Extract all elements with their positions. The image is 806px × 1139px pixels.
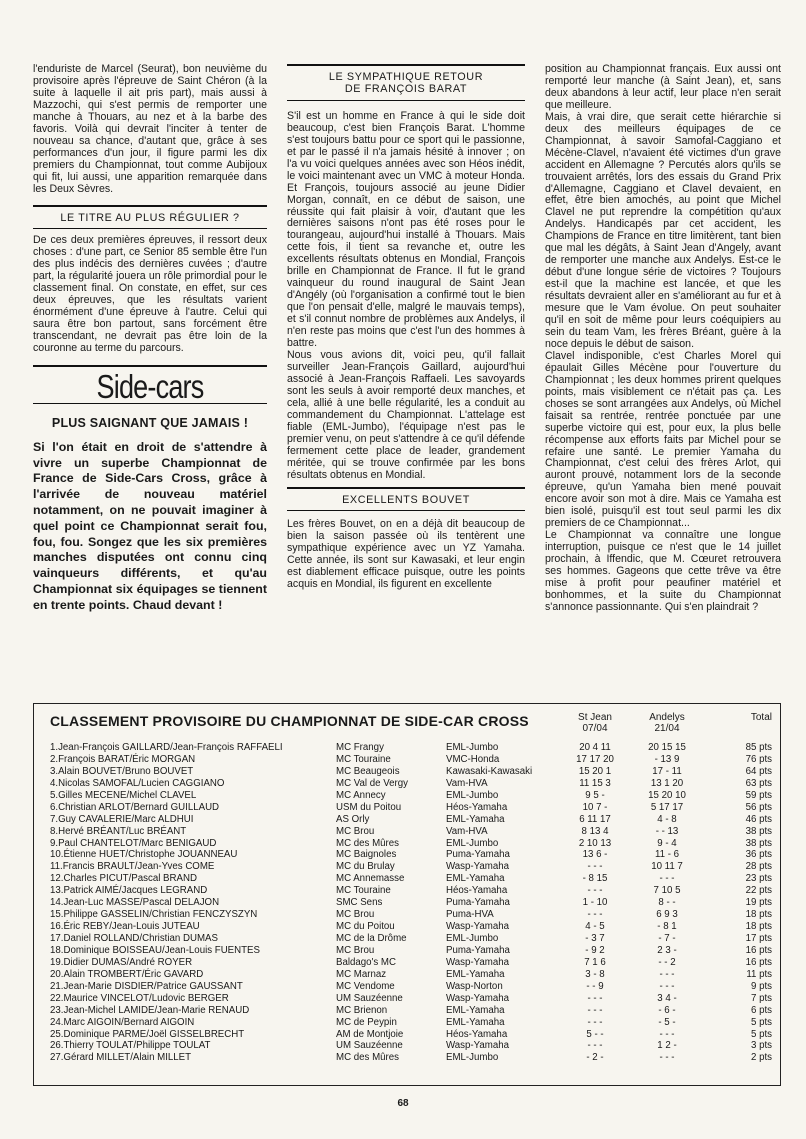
rider-names: 9.Paul CHANTELOT/Marc BENIGAUD — [50, 837, 217, 849]
andelys-results: 5 17 17 — [650, 801, 684, 813]
divider — [33, 365, 267, 367]
machine: EML-Jumbo — [446, 837, 499, 849]
section-title-bouvet: EXCELLENTS BOUVET — [342, 494, 470, 507]
rider-names: 14.Jean-Luc MASSE/Pascal DELAJON — [50, 897, 220, 909]
machine: Wasp-Yamaha — [446, 992, 509, 1004]
total-points: 23 pts — [745, 873, 772, 885]
machine: Wasp-Norton — [446, 980, 503, 992]
table-row — [34, 778, 780, 790]
andelys-results: 10 11 7 — [651, 861, 683, 873]
table-rows — [34, 742, 780, 1064]
rider-names: 19.Didier DUMAS/André ROYER — [50, 956, 193, 968]
andelys-results: 2 3 - — [657, 944, 677, 956]
table-row — [34, 909, 780, 921]
andelys-results: 20 15 15 — [648, 742, 686, 753]
club-name: MC Brienon — [336, 1004, 388, 1016]
rider-names: 4.Nicolas SAMOFAL/Lucien CAGGIANO — [50, 777, 225, 789]
st-jean-results: 2 10 13 — [578, 837, 612, 849]
rider-names: 7.Guy CAVALERIE/Marc ALDHUI — [50, 813, 194, 825]
col1-intro-text: l'enduriste de Marcel (Seurat), bon neuvième du provisoire après l'épreuve de Saint Chéron (à la suite à laquelle il ait pris part), mais aussi à Mazzochi, qui s'est permis de remporter une manche à Thouars, au nez et à la barbe des favoris. Voilà qui devrait l'inciter à tenter de nouveau sa chance, d'autant que, grâce à ses performances d'un jour, il figure parmi les dix premiers du Championnat, tout comme Aubijoux qui fit, lui aussi, une apparition remarquée dans les Deux Sèvres. — [33, 63, 267, 195]
total-points: 6 pts — [750, 1004, 772, 1016]
club-name: MC Beaugeois — [336, 765, 400, 777]
rider-names: 27.Gérard MILLET/Alain MILLET — [50, 1052, 192, 1064]
rider-names: 13.Patrick AIMÉ/Jacques LEGRAND — [50, 885, 208, 897]
article-heading: PLUS SAIGNANT QUE JAMAIS ! — [51, 415, 249, 430]
table-row — [34, 861, 780, 873]
table-row — [34, 993, 780, 1005]
machine: EML-Jumbo — [446, 789, 499, 801]
andelys-results: 11 - 6 — [654, 849, 680, 861]
column-3 — [545, 64, 781, 614]
st-jean-results: 8 13 4 — [581, 825, 609, 837]
rider-names: 6.Christian ARLOT/Bernard GUILLAUD — [50, 801, 220, 813]
table-row — [34, 838, 780, 850]
andelys-results: 1 2 - — [657, 1040, 677, 1052]
club-name: MC Brou — [336, 944, 375, 956]
machine: EML-Yamaha — [446, 1004, 505, 1016]
table-row — [34, 957, 780, 969]
rider-names: 1.Jean-François GAILLARD/Jean-François RAFFAELI — [50, 742, 283, 753]
total-points: 19 pts — [745, 897, 772, 909]
rider-names: 17.Daniel ROLLAND/Christian DUMAS — [50, 933, 218, 944]
total-points: 46 pts — [745, 813, 772, 825]
machine: EML-Jumbo — [446, 1052, 499, 1064]
section-title-barat-line2: DE FRANÇOIS BARAT — [344, 82, 468, 95]
total-points: 76 pts — [745, 753, 772, 765]
table-row — [34, 754, 780, 766]
st-jean-results: - 2 - — [586, 1052, 604, 1064]
rider-names: 21.Jean-Marie DISDIER/Patrice GAUSSANT — [50, 980, 243, 992]
st-jean-results: - - - — [587, 909, 603, 921]
st-jean-results: 17 17 20 — [576, 753, 614, 765]
col3-text-3: Clavel indisponible, c'est Charles Morel qui épaulait Gilles Mécène pour l'ouverture du Championnat ; les deux hommes prirent quelques points, mais visiblement ce n'était pas ça. Les choses se sont arrangées aux Andelys, où Michel faisait sa rentrée, rentrée ponctuée par une superbe victoire qui est, pour eux, la plus belle récompense aux efforts faits par Michel pour se refaire une santé. Le premier Yamaha du Championnat, c'est celui des frères Arlot, qui auront prouvé, notamment lors de la seconde épreuve, qu'un Yamaha bien mené pouvait encore avoir son mot à dire. Mais ce Yamaha est bien isolé, puisqu'il est tout seul parmi les dix premiers de ce Championnat... — [545, 349, 781, 530]
andelys-results: - 5 - — [658, 1016, 676, 1028]
header-st-jean — [562, 712, 628, 734]
table-row — [34, 814, 780, 826]
col3-text-4: Le Championnat va connaître une longue interruption, puisque ce n'est que le 14 juillet prochain, à Iffendic, que M. Cœuret retrouvera ses hommes. Gageons que cette trêve va être mise à profit pour peaufiner matériel et bonhommes, et la suite du Championnat s'annonce passionnante. Qui s'en plaindrait ? — [545, 529, 781, 613]
st-jean-results: 13 6 - — [582, 849, 608, 861]
sidecars-title: Side-cars — [96, 367, 204, 405]
club-name: AM de Montjoie — [336, 1028, 404, 1040]
divider — [33, 228, 267, 229]
column-1 — [33, 64, 267, 614]
header-st-jean-name: St Jean — [578, 712, 612, 723]
total-points: 2 pts — [750, 1052, 772, 1064]
page-number: 68 — [397, 1098, 409, 1109]
st-jean-results: 15 20 1 — [578, 765, 612, 777]
machine: Vam-HVA — [446, 777, 488, 789]
table-row — [34, 921, 780, 933]
club-name: MC Annecy — [336, 789, 386, 801]
club-name: MC des Mûres — [336, 837, 399, 849]
table-row — [34, 1052, 780, 1064]
machine: Vam-HVA — [446, 825, 488, 837]
table-row — [34, 802, 780, 814]
col3-text-2: Mais, à vrai dire, que serait cette hiérarchie si deux des meilleurs équipages de ce Championnat, à savoir Samofal-Caggiano et Mécène-Clavel, n'avaient été victimes d'un grave accident en Allemagne ? Percutés alors qu'ils se trouvaient arrêtés, lors des essais du Grand Prix d'Allemagne, Caggiano et Clavel devaient, en effet, être bien amochés, au point que Michel Clavel ne put reprendre la compétition qu'aux Andelys. Handicapés par cet accident, les Champions de France en titre limitèrent, tant bien que mal les dégâts, à Saint Jean d'Angely, avant de remporter une manche aux Andelys. Est-ce le début d'une longue série de victoires ? Toujours est-il que la machine est lancée, et que les résultats devraient aller en s'améliorant au fur et à mesure que le Vam évolue. On peut souhaiter qu'il en soit de même pour leurs coéquipiers au sein du team Vam, les frères Bréant, guère à la noce depuis le début de saison. — [545, 110, 781, 350]
andelys-results: - 6 - — [658, 1004, 676, 1016]
rider-names: 26.Thierry TOULAT/Philippe TOULAT — [50, 1040, 211, 1052]
club-name: USM du Poitou — [336, 801, 402, 813]
andelys-results: - - - — [659, 873, 675, 885]
total-points: 38 pts — [745, 825, 772, 837]
st-jean-results: 10 7 - — [582, 801, 608, 813]
header-andelys — [634, 712, 700, 734]
total-points: 63 pts — [745, 777, 772, 789]
total-points: 85 pts — [745, 742, 772, 753]
rider-names: 8.Hervé BRÉANT/Luc BRÉANT — [50, 825, 187, 837]
st-jean-results: 5 - - — [586, 1028, 604, 1040]
st-jean-results: - - - — [587, 1040, 603, 1052]
machine: EML-Jumbo — [446, 933, 499, 944]
col2-text-1: S'il est un homme en France à qui le side doit beaucoup, c'est bien François Barat. L'homme s'est toujours battu pour ce sport qui le passionne, et par le passé il n'a jamais hésité à innover ; on l'a vu voici quelques années avec son Héos inédit, le voici maintenant avec un VMC à moteur Honda. Et François, toujours associé au jeune Didier Morgan, connaît, en ce début de saison, une réussite qui fait plaisir à voir, d'autant que les dernières saisons n'ont pas été roses pour le tourangeau, aujourd'hui installé à Thouars. Mais cette fois, il tient sa revanche et, outre les excellents résultats obtenus en Mondial, François brille en Championnat de France. Il fut le grand vainqueur du round inaugural de Saint Jean d'Angély (où l'organisation a confirmé tout le bien que l'on pensait d'elle, malgré le mauvais temps), et s'il connut nombre de problèmes aux Andelys, il n'en reste pas moins que c'est l'un des hommes à battre. — [287, 109, 525, 350]
header-andelys-date: 21/04 — [654, 723, 680, 734]
col2-text-3: Les frères Bouvet, on en a déjà dit beaucoup de bien la saison passée où ils tentèrent une sympathique expérience avec un YZ Yamaha. Cette année, ils sont sur Kawasaki, et leur engin est diablement efficace puisque, outre les points acquis en Mondial, ils figurent en excellente — [287, 518, 525, 591]
andelys-results: - - 13 — [655, 825, 679, 837]
club-name: MC Frangy — [336, 742, 384, 753]
club-name: MC Brou — [336, 909, 375, 921]
club-name: MC de la Drôme — [336, 933, 407, 944]
andelys-results: 8 - - — [658, 897, 676, 909]
club-name: MC Touraine — [336, 885, 391, 897]
total-points: 5 pts — [750, 1016, 772, 1028]
club-name: MC Marnaz — [336, 968, 387, 980]
st-jean-results: 3 - 8 — [585, 968, 605, 980]
total-points: 16 pts — [745, 944, 772, 956]
table-row — [34, 1029, 780, 1041]
club-name: Baldago's MC — [336, 956, 397, 968]
club-name: MC Touraine — [336, 753, 391, 765]
total-points: 18 pts — [745, 909, 772, 921]
table-row — [34, 897, 780, 909]
machine: Wasp-Yamaha — [446, 1040, 509, 1052]
rider-names: 12.Charles PICUT/Pascal BRAND — [50, 873, 197, 885]
header-st-jean-date: 07/04 — [582, 723, 608, 734]
col1-section-text: De ces deux premières épreuves, il ressort deux choses : d'une part, ce Senior 85 semble être l'un des plus indécis des dernières cuvées ; d'autre part, la régularité jouera un rôle primordial pour le classement final. On constate, en effet, sur ces deux épreuves, que les résultats varient énormément d'une épreuve à l'autre. Celui qui saura être bon partout, sans forcément être transcendant, ne devrait pas être loin de la couronne au terme du parcours. — [33, 234, 267, 355]
st-jean-results: 6 11 17 — [579, 813, 611, 825]
machine: EML-Yamaha — [446, 1016, 505, 1028]
st-jean-results: - - - — [587, 1004, 603, 1016]
rider-names: 20.Alain TROMBERT/Éric GAVARD — [50, 968, 204, 980]
table-row — [34, 1040, 780, 1052]
machine: EML-Yamaha — [446, 873, 505, 885]
andelys-results: - 8 1 — [657, 921, 677, 933]
total-points: 56 pts — [745, 801, 772, 813]
machine: EML-Jumbo — [446, 742, 499, 753]
machine: Héos-Yamaha — [446, 885, 508, 897]
rider-names: 18.Dominique BOISSEAU/Jean-Louis FUENTES — [50, 944, 260, 956]
club-name: MC des Mûres — [336, 1052, 399, 1064]
total-points: 16 pts — [745, 956, 772, 968]
total-points: 9 pts — [750, 980, 772, 992]
club-name: MC du Brulay — [336, 861, 395, 873]
st-jean-results: 11 15 3 — [579, 777, 611, 789]
club-name: MC Vendome — [336, 980, 395, 992]
divider — [287, 100, 525, 101]
club-name: MC Brou — [336, 825, 375, 837]
total-points: 22 pts — [745, 885, 772, 897]
rider-names: 10.Étienne HUET/Christophe JOUANNEAU — [50, 849, 238, 861]
machine: Puma-Yamaha — [446, 897, 510, 909]
table-row — [34, 873, 780, 885]
table-row — [34, 1005, 780, 1017]
table-row — [34, 742, 780, 754]
club-name: MC de Peypin — [336, 1016, 397, 1028]
st-jean-results: - - - — [587, 861, 603, 873]
machine: Puma-Yamaha — [446, 944, 510, 956]
rider-names: 3.Alain BOUVET/Bruno BOUVET — [50, 765, 194, 777]
machine: VMC-Honda — [446, 753, 500, 765]
total-points: 3 pts — [750, 1040, 772, 1052]
andelys-results: - 7 - — [658, 933, 676, 944]
club-name: MC Baignoles — [336, 849, 397, 861]
total-points: 64 pts — [745, 765, 772, 777]
header-andelys-name: Andelys — [649, 712, 685, 723]
andelys-results: 3 4 - — [657, 992, 677, 1004]
table-row — [34, 981, 780, 993]
club-name: MC du Poitou — [336, 921, 395, 933]
total-points: 36 pts — [745, 849, 772, 861]
club-name: SMC Sens — [336, 897, 383, 909]
table-row — [34, 790, 780, 802]
standings-table — [33, 703, 781, 1086]
st-jean-results: 7 1 6 — [584, 956, 606, 968]
club-name: MC Annemasse — [336, 873, 405, 885]
club-name: UM Sauzéenne — [336, 992, 403, 1004]
andelys-results: 6 9 3 — [656, 909, 678, 921]
rider-names: 15.Philippe GASSELIN/Christian FENCZYSZYN — [50, 909, 258, 921]
club-name: MC Val de Vergy — [336, 777, 408, 789]
st-jean-results: - - - — [587, 885, 603, 897]
andelys-results: 7 10 5 — [653, 885, 681, 897]
andelys-results: - - 2 — [658, 956, 676, 968]
st-jean-results: - 9 2 — [585, 944, 605, 956]
machine: EML-Yamaha — [446, 968, 505, 980]
machine: Wasp-Yamaha — [446, 956, 509, 968]
rider-names: 25.Dominique PARME/Joël GISSELBRECHT — [50, 1028, 245, 1040]
total-points: 17 pts — [745, 933, 772, 944]
total-points: 7 pts — [750, 992, 772, 1004]
machine: Wasp-Yamaha — [446, 861, 509, 873]
rider-names: 24.Marc AIGOIN/Bernard AIGOIN — [50, 1016, 195, 1028]
machine: Wasp-Yamaha — [446, 921, 509, 933]
table-row — [34, 945, 780, 957]
table-row — [34, 1017, 780, 1029]
total-points: 28 pts — [745, 861, 772, 873]
col2-text-2: Nous vous avions dit, voici peu, qu'il fallait surveiller Jean-François Gaillard, aujourd'hui associé à Jean-François Raffaeli. Les savoyards sont les seuls à avoir remporté deux manches, et cela, allié à une belle régularité, les a conduit au commandement du Championnat. L'attelage est fiable (EML-Jumbo), l'équipage n'est pas le premier venu, on peut s'attendre à ce qu'il défende fermement cette place de leader, grandement méritée, qui se trouve confirmée par les bons résultats obtenus en Mondial. — [287, 348, 525, 481]
column-2 — [287, 64, 525, 591]
divider — [287, 510, 525, 511]
andelys-results: 13 1 20 — [650, 777, 684, 789]
total-points: 11 pts — [746, 968, 772, 980]
table-row — [34, 766, 780, 778]
table-row — [34, 933, 780, 945]
table-row — [34, 885, 780, 897]
table-title: CLASSEMENT PROVISOIRE DU CHAMPIONNAT DE SIDE-CAR CROSS — [50, 713, 529, 729]
header-total: Total — [750, 712, 772, 723]
table-row — [34, 969, 780, 981]
andelys-results: 4 - 8 — [657, 813, 677, 825]
club-name: AS Orly — [336, 813, 370, 825]
machine: Puma-Yamaha — [446, 849, 510, 861]
andelys-results: 9 - 4 — [657, 837, 677, 849]
section-title-barat-line1: LE SYMPATHIQUE RETOUR — [328, 71, 484, 83]
andelys-results: - 13 9 — [654, 753, 680, 765]
total-points: 38 pts — [745, 837, 772, 849]
rider-names: 2.François BARAT/Éric MORGAN — [50, 753, 196, 765]
machine: Héos-Yamaha — [446, 801, 508, 813]
rider-names: 16.Éric REBY/Jean-Louis JUTEAU — [50, 921, 200, 933]
st-jean-results: - - - — [587, 992, 603, 1004]
andelys-results: 15 20 10 — [648, 789, 686, 801]
andelys-results: - - - — [659, 968, 675, 980]
st-jean-results: - - 9 — [586, 980, 604, 992]
total-points: 59 pts — [745, 789, 772, 801]
total-points: 5 pts — [750, 1028, 772, 1040]
st-jean-results: 1 - 10 — [582, 897, 608, 909]
rider-names: 23.Jean-Michel LAMIDE/Jean-Marie RENAUD — [50, 1004, 250, 1016]
st-jean-results: 20 4 11 — [579, 742, 611, 753]
article-intro: Si l'on était en droit de s'attendre à vivre un superbe Championnat de France de Side-Cars Cross, grâce à l'arrivée de nouveau matériel notamment, on ne pouvait imaginer à quel point ce Championnat serait fou, fou, fou. Songez que les six premières manches disputées ont connu cinq vainqueurs différents, et qu'au Championnat six équipages se tiennent en trente points. Chaud devant ! — [33, 439, 267, 612]
andelys-results: 17 - 11 — [652, 765, 682, 777]
rider-names: 22.Maurice VINCELOT/Ludovic BERGER — [50, 992, 229, 1004]
machine: EML-Yamaha — [446, 813, 505, 825]
st-jean-results: 9 5 - — [585, 789, 605, 801]
st-jean-results: - 3 7 — [585, 933, 605, 944]
machine: Puma-HVA — [446, 909, 494, 921]
section-title-regulier: LE TITRE AU PLUS RÉGULIER ? — [60, 212, 240, 225]
total-points: 18 pts — [745, 921, 772, 933]
table-row — [34, 849, 780, 861]
col3-text-1: position au Championnat français. Eux aussi ont remporté leur manche (à Saint Jean), et, sans deux abandons à leur actif, leur place n'en serait que meilleure. — [545, 63, 781, 111]
machine: Kawasaki-Kawasaki — [446, 765, 533, 777]
andelys-results: - - - — [659, 1052, 675, 1064]
st-jean-results: - - - — [587, 1016, 603, 1028]
table-row — [34, 826, 780, 838]
club-name: UM Sauzéenne — [336, 1040, 403, 1052]
andelys-results: - - - — [659, 1028, 675, 1040]
andelys-results: - - - — [659, 980, 675, 992]
rider-names: 5.Gilles MECENE/Michel CLAVEL — [50, 789, 197, 801]
st-jean-results: 4 - 5 — [585, 921, 605, 933]
st-jean-results: - 8 15 — [582, 873, 608, 885]
machine: Héos-Yamaha — [446, 1028, 508, 1040]
rider-names: 11.Francis BRAULT/Jean-Yves COME — [50, 861, 215, 873]
